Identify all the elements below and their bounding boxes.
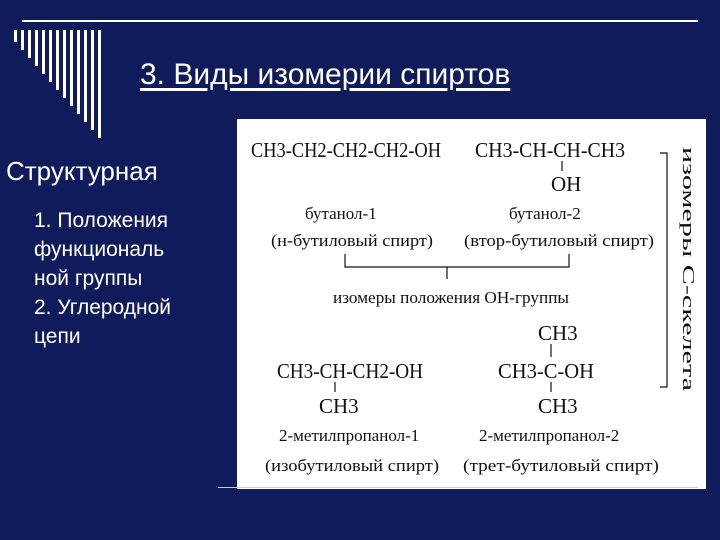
position-isomers-bracket — [345, 254, 569, 267]
formula-butanol-2-oh: OH — [551, 172, 582, 196]
isomers-figure — [237, 119, 706, 489]
formula-2-methylpropanol-1-methyl: CH3 — [319, 394, 359, 418]
skeleton-isomers-label: изомеры С-скелета — [679, 147, 698, 285]
name-n-butyl: (н-бутиловый спирт) — [271, 231, 433, 250]
formula-butanol-2: CH3-CH-CH-CH3 — [475, 138, 625, 162]
slide-title: 3. Виды изомерии спиртов — [140, 58, 511, 91]
skeleton-isomers-bracket — [660, 153, 667, 387]
name-butanol-1: бутанол-1 — [305, 204, 377, 223]
list-line-3: ной группы — [34, 267, 143, 290]
name-sec-butyl: (втор-бутиловый спирт) — [464, 231, 654, 250]
top-rule — [22, 20, 698, 22]
formula-butanol-1: CH3-CH2-CH2-CH2-OH — [251, 138, 441, 162]
name-tert-butyl: (трет-бутиловый спирт) — [463, 456, 659, 475]
formula-2-methylpropanol-2: CH3-C-OH — [498, 359, 594, 383]
formula-2-methylpropanol-1: CH3-CH-CH2-OH — [277, 359, 423, 383]
list-line-4: 2. Углеродной — [34, 296, 172, 319]
list-line-2: функциональ — [34, 238, 165, 261]
list-line-1: 1. Положения — [34, 209, 169, 232]
name-butanol-2: бутанол-2 — [509, 204, 581, 223]
formula-2-methylpropanol-2-methyl: CH3 — [538, 394, 578, 418]
name-2-methylpropanol-2: 2-метилпропанол-2 — [479, 426, 620, 445]
name-2-methylpropanol-1: 2-метилпропанол-1 — [279, 426, 420, 445]
decorative-comb — [14, 30, 124, 145]
bottom-rule — [218, 487, 698, 488]
name-isobutyl: (изобутиловый спирт) — [265, 456, 439, 475]
list-line-5: цепи — [34, 325, 81, 348]
isomerism-list — [34, 206, 171, 351]
isomerism-type-heading: Структурная — [6, 156, 158, 186]
position-isomers-label: изомеры положения OH-группы — [333, 288, 570, 307]
formula-2-methylpropanol-2-top: CH3 — [538, 321, 578, 345]
